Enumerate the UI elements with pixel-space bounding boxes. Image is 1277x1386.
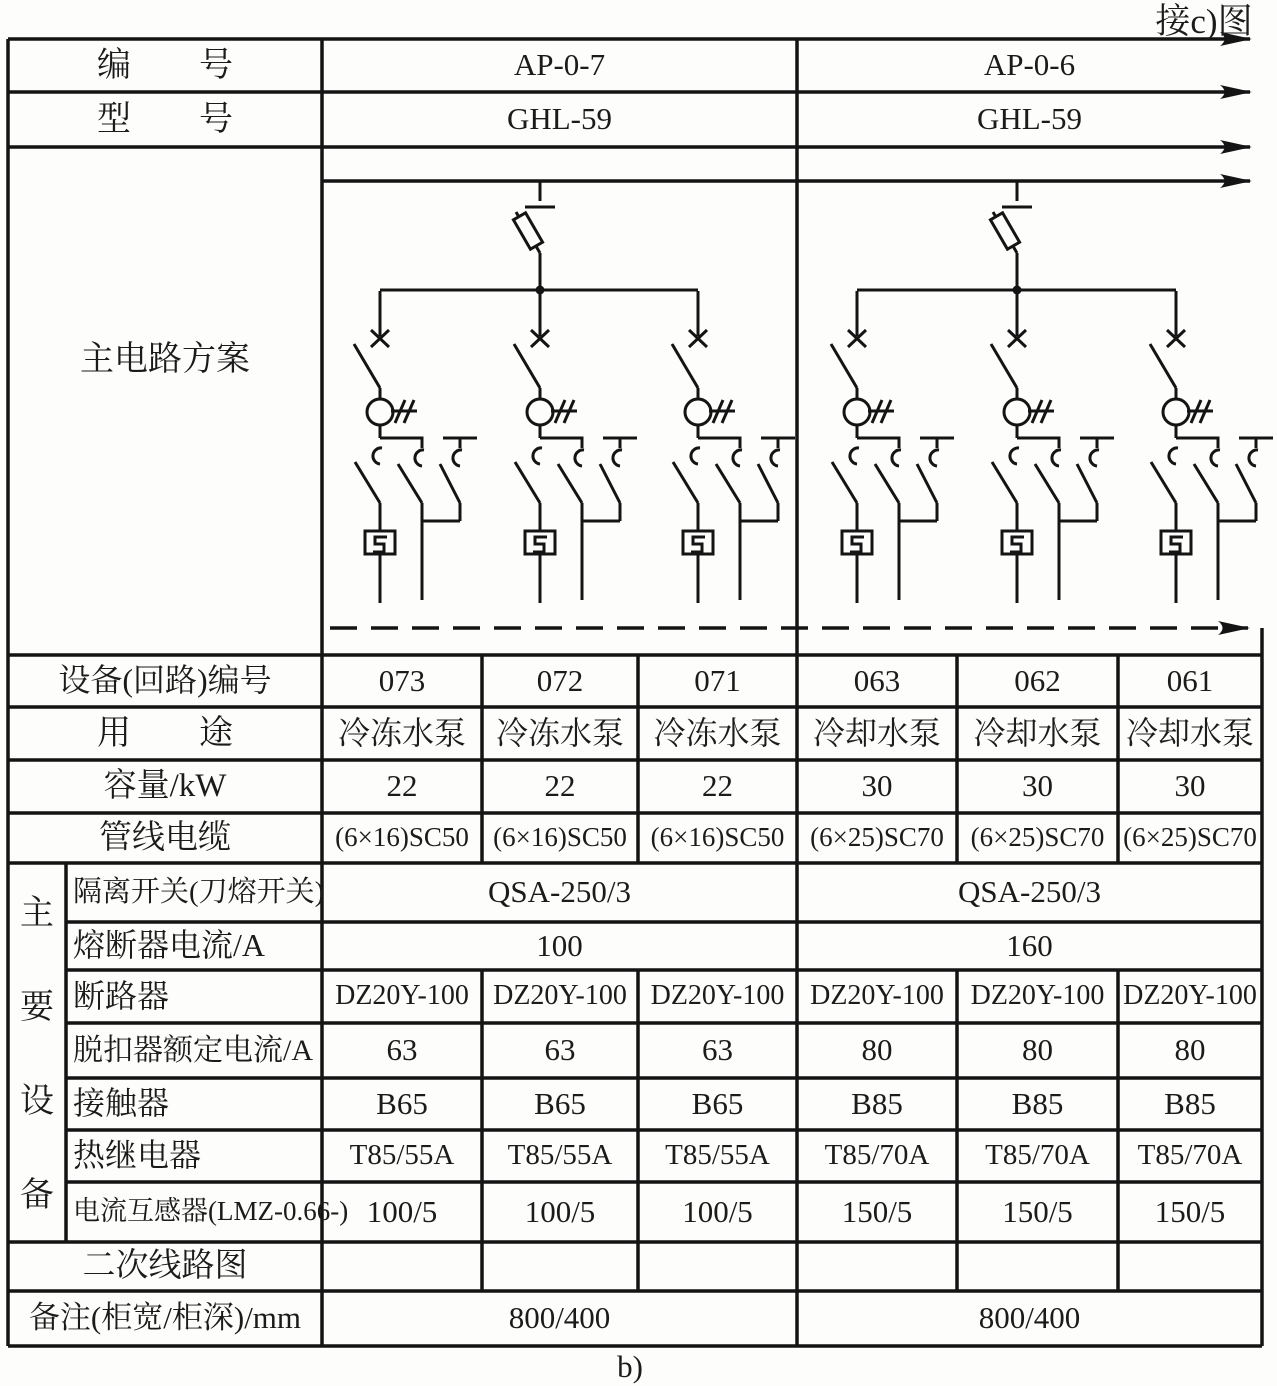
breaker-cell: DZ20Y-100 <box>650 980 785 1012</box>
breaker-cell: DZ20Y-100 <box>335 980 469 1012</box>
fuse-current-cell: 160 <box>1006 927 1053 963</box>
thermal-relay-cell: T85/55A <box>507 1139 613 1172</box>
row-label-secondary-diagram: 二次线路图 <box>82 1248 248 1285</box>
panel-2-circuit <box>831 181 1273 603</box>
trip-current-cell: 63 <box>386 1032 418 1068</box>
cable-cell: (6×25)SC70 <box>810 822 944 853</box>
row-label-trip-current: 脱扣器额定电流/A <box>73 1034 313 1067</box>
feeder-circuit <box>514 291 637 603</box>
thermal-relay-cell: T85/70A <box>985 1139 1090 1172</box>
trip-current-cell: 80 <box>1174 1032 1206 1068</box>
row-label-contactor: 接触器 <box>73 1085 170 1122</box>
breaker-cell: DZ20Y-100 <box>810 980 944 1012</box>
ct-cell: 100/5 <box>682 1193 753 1229</box>
breaker-cell: DZ20Y-100 <box>1123 980 1257 1012</box>
cable-cell: (6×25)SC70 <box>970 822 1105 853</box>
purpose-cell: 冷冻水泵 <box>495 714 624 751</box>
contactor-cell: B85 <box>1164 1085 1216 1121</box>
ct-cell: 100/5 <box>524 1193 596 1229</box>
circuit-no-cell: 071 <box>694 662 741 698</box>
purpose-cell: 冷却水泵 <box>973 714 1102 751</box>
circuit-no-cell: 061 <box>1166 662 1214 698</box>
circuit-no-cell: 062 <box>1014 662 1061 698</box>
cable-cell: (6×16)SC50 <box>650 822 785 853</box>
row-label-number: 编 号 <box>97 46 233 84</box>
cable-cell: (6×16)SC50 <box>335 822 469 853</box>
row-label-circuit-no: 设备(回路)编号 <box>58 662 272 699</box>
ct-cell: 150/5 <box>1154 1193 1226 1229</box>
trip-current-cell: 63 <box>702 1032 733 1068</box>
panel-number-cell: AP-0-7 <box>513 47 606 83</box>
thermal-relay-cell: T85/70A <box>1137 1139 1243 1172</box>
thermal-relay-cell: T85/55A <box>349 1139 455 1172</box>
capacity-cell: 22 <box>544 768 576 804</box>
row-group-main-equipment: 主要设备 <box>20 895 54 1214</box>
feeder-circuit <box>991 291 1114 603</box>
ct-cell: 150/5 <box>1002 1193 1073 1229</box>
trip-current-cell: 80 <box>861 1032 893 1068</box>
remark-cell: 800/400 <box>978 1300 1081 1336</box>
row-label-breaker: 断路器 <box>73 977 170 1014</box>
feeder-circuit <box>831 291 954 603</box>
row-label-fuse-current: 熔断器电流/A <box>73 927 266 964</box>
feeder-circuit <box>1150 291 1273 603</box>
row-label-cable: 管线电缆 <box>99 819 231 856</box>
trip-current-cell: 63 <box>544 1032 576 1068</box>
panel-model-cell: GHL-59 <box>506 101 613 137</box>
cable-cell: (6×25)SC70 <box>1123 822 1257 853</box>
purpose-cell: 冷冻水泵 <box>653 714 782 751</box>
row-label-current-transformer: 电流互感器(LMZ-0.66-) <box>73 1196 349 1227</box>
fuse-switch-symbol <box>513 181 555 295</box>
breaker-cell: DZ20Y-100 <box>493 980 627 1012</box>
circuit-no-cell: 072 <box>536 662 584 698</box>
ct-cell: 100/5 <box>366 1193 438 1229</box>
row-label-model: 型 号 <box>97 100 233 138</box>
cable-cell: (6×16)SC50 <box>493 822 627 853</box>
thermal-relay-cell: T85/70A <box>824 1139 930 1172</box>
circuit-no-cell: 063 <box>853 662 901 698</box>
feeder-circuit <box>672 291 795 603</box>
remark-cell: 800/400 <box>508 1300 611 1336</box>
trip-current-cell: 80 <box>1022 1032 1053 1068</box>
contactor-cell: B65 <box>376 1085 428 1121</box>
breaker-cell: DZ20Y-100 <box>970 980 1105 1012</box>
row-label-capacity: 容量/kW <box>103 768 227 805</box>
contactor-cell: B85 <box>851 1085 903 1121</box>
fuse-current-cell: 100 <box>536 927 583 963</box>
contactor-cell: B85 <box>1011 1085 1064 1121</box>
capacity-cell: 30 <box>1174 768 1206 804</box>
row-label-remark: 备注(柜宽/柜深)/mm <box>28 1300 302 1336</box>
row-label-purpose: 用 途 <box>97 714 233 752</box>
purpose-cell: 冷却水泵 <box>812 714 941 751</box>
isolator-cell: QSA-250/3 <box>488 874 631 910</box>
feeder-circuit <box>354 291 477 603</box>
fuse-switch-symbol <box>990 181 1032 295</box>
circuit-no-cell: 073 <box>378 662 426 698</box>
row-label-thermal-relay: 热继电器 <box>73 1137 202 1174</box>
contactor-cell: B65 <box>534 1085 586 1121</box>
panel-number-cell: AP-0-6 <box>983 47 1076 83</box>
isolator-cell: QSA-250/3 <box>958 874 1101 910</box>
capacity-cell: 30 <box>1022 768 1053 804</box>
continuation-note: 接c)图 <box>1155 1 1253 41</box>
panel-model-cell: GHL-59 <box>976 101 1083 137</box>
thermal-relay-cell: T85/55A <box>665 1139 770 1172</box>
purpose-cell: 冷冻水泵 <box>337 714 466 751</box>
contactor-cell: B65 <box>691 1085 744 1121</box>
panel-1-circuit <box>354 181 795 603</box>
capacity-cell: 22 <box>702 768 733 804</box>
figure-caption: b) <box>617 1348 643 1384</box>
capacity-cell: 22 <box>386 768 418 804</box>
purpose-cell: 冷却水泵 <box>1125 714 1254 751</box>
capacity-cell: 30 <box>861 768 893 804</box>
ct-cell: 150/5 <box>841 1193 913 1229</box>
row-label-isolator: 隔离开关(刀熔开关) <box>73 875 325 908</box>
row-label-main-circuit: 主电路方案 <box>80 341 250 379</box>
